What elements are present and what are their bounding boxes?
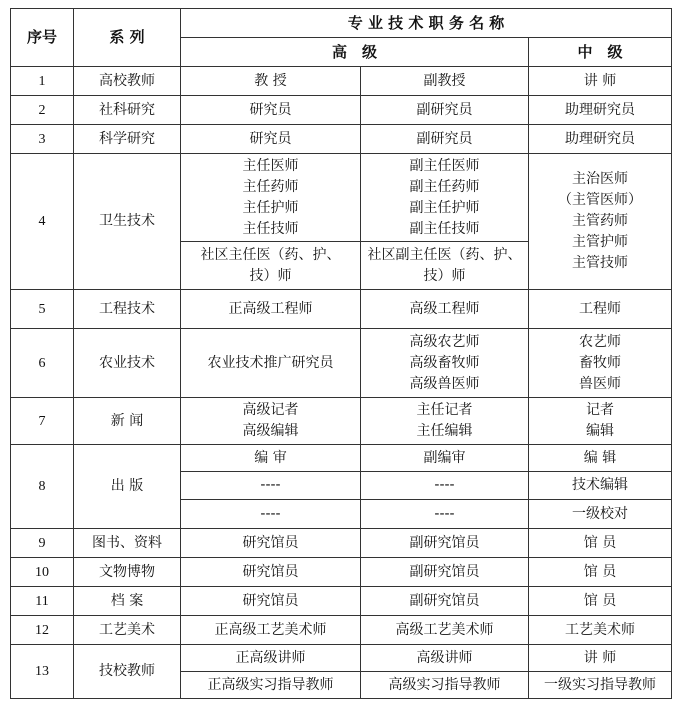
series-cell: 新 闻 (74, 398, 181, 445)
senior-full-cell: 正高级实习指导教师 (181, 672, 361, 699)
senior-deputy-cell: 主任记者 主任编辑 (361, 398, 529, 445)
row-number: 12 (11, 616, 74, 645)
senior-full-cell: 编 审 (181, 445, 361, 472)
senior-deputy-cell: 副研究馆员 (361, 587, 529, 616)
row-number: 6 (11, 329, 74, 398)
table-row (11, 398, 672, 445)
middle-cell: 馆 员 (529, 558, 672, 587)
row-number: 9 (11, 529, 74, 558)
row-number: 8 (11, 445, 74, 529)
professional-title-table (10, 8, 672, 699)
header-senior: 高 级 (181, 38, 529, 67)
table-row (11, 445, 672, 472)
header-title-group: 专 业 技 术 职 务 名 称 (181, 9, 672, 38)
row-number: 5 (11, 290, 74, 329)
row-number: 1 (11, 67, 74, 96)
senior-full-cell: 正高级讲师 (181, 645, 361, 672)
middle-cell: 技术编辑 (529, 472, 672, 500)
header-middle: 中 级 (529, 38, 672, 67)
middle-cell: 农艺师 畜牧师 兽医师 (529, 329, 672, 398)
senior-deputy-cell: 高级实习指导教师 (361, 672, 529, 699)
table-row (11, 587, 672, 616)
middle-cell: 工艺美术师 (529, 616, 672, 645)
series-cell: 技校教师 (74, 645, 181, 699)
header-series: 系 列 (74, 9, 181, 67)
series-cell: 科学研究 (74, 125, 181, 154)
middle-cell: 助理研究员 (529, 125, 672, 154)
senior-deputy-cell: 高级工程师 (361, 290, 529, 329)
series-cell: 档 案 (74, 587, 181, 616)
middle-cell: 编 辑 (529, 445, 672, 472)
table-row (11, 96, 672, 125)
senior-full-community-cell: 社区主任医（药、护、 技）师 (181, 242, 361, 290)
row-number: 11 (11, 587, 74, 616)
senior-full-cell: 研究馆员 (181, 558, 361, 587)
senior-deputy-cell: 高级工艺美术师 (361, 616, 529, 645)
senior-full-cell: 研究馆员 (181, 529, 361, 558)
table-row (11, 154, 672, 242)
senior-full-cell: 研究员 (181, 125, 361, 154)
middle-cell: 记者 编辑 (529, 398, 672, 445)
middle-cell: 主治医师 （主管医师） 主管药师 主管护师 主管技师 (529, 154, 672, 290)
middle-cell: 一级实习指导教师 (529, 672, 672, 699)
senior-full-cell: 高级记者 高级编辑 (181, 398, 361, 445)
senior-deputy-cell: 副研究馆员 (361, 529, 529, 558)
senior-full-cell: 农业技术推广研究员 (181, 329, 361, 398)
series-cell: 工艺美术 (74, 616, 181, 645)
table-row (11, 558, 672, 587)
senior-full-cell: 研究员 (181, 96, 361, 125)
row-number: 7 (11, 398, 74, 445)
table-row (11, 290, 672, 329)
senior-deputy-cell: 副主任医师 副主任药师 副主任护师 副主任技师 (361, 154, 529, 242)
middle-cell: 助理研究员 (529, 96, 672, 125)
table-row (11, 529, 672, 558)
middle-cell: 馆 员 (529, 529, 672, 558)
row-number: 10 (11, 558, 74, 587)
series-cell: 农业技术 (74, 329, 181, 398)
middle-cell: 讲 师 (529, 67, 672, 96)
senior-deputy-cell: 副编审 (361, 445, 529, 472)
row-number: 4 (11, 154, 74, 290)
senior-full-cell: 正高级工程师 (181, 290, 361, 329)
senior-full-cell: 主任医师 主任药师 主任护师 主任技师 (181, 154, 361, 242)
row-number: 13 (11, 645, 74, 699)
senior-deputy-cell: 副研究员 (361, 96, 529, 125)
senior-deputy-community-cell: 社区副主任医（药、护、 技）师 (361, 242, 529, 290)
senior-full-cell: ---- (181, 500, 361, 529)
table-row (11, 67, 672, 96)
table-row (11, 645, 672, 672)
senior-full-cell: ---- (181, 472, 361, 500)
header-no: 序号 (11, 9, 74, 67)
senior-full-cell: 研究馆员 (181, 587, 361, 616)
series-cell: 图书、资料 (74, 529, 181, 558)
table-row (11, 125, 672, 154)
series-cell: 出 版 (74, 445, 181, 529)
senior-deputy-cell: ---- (361, 472, 529, 500)
senior-deputy-cell: 副研究馆员 (361, 558, 529, 587)
table-row (11, 329, 672, 398)
middle-cell: 一级校对 (529, 500, 672, 529)
middle-cell: 讲 师 (529, 645, 672, 672)
senior-deputy-cell: 高级农艺师 高级畜牧师 高级兽医师 (361, 329, 529, 398)
middle-cell: 馆 员 (529, 587, 672, 616)
row-number: 3 (11, 125, 74, 154)
title-table-container (10, 8, 672, 699)
senior-full-cell: 教 授 (181, 67, 361, 96)
series-cell: 卫生技术 (74, 154, 181, 290)
senior-deputy-cell: 副研究员 (361, 125, 529, 154)
series-cell: 文物博物 (74, 558, 181, 587)
senior-deputy-cell: 高级讲师 (361, 645, 529, 672)
series-cell: 工程技术 (74, 290, 181, 329)
header-row-1 (11, 9, 672, 38)
senior-deputy-cell: 副教授 (361, 67, 529, 96)
senior-deputy-cell: ---- (361, 500, 529, 529)
row-number: 2 (11, 96, 74, 125)
middle-cell: 工程师 (529, 290, 672, 329)
table-row (11, 616, 672, 645)
senior-full-cell: 正高级工艺美术师 (181, 616, 361, 645)
series-cell: 社科研究 (74, 96, 181, 125)
series-cell: 高校教师 (74, 67, 181, 96)
